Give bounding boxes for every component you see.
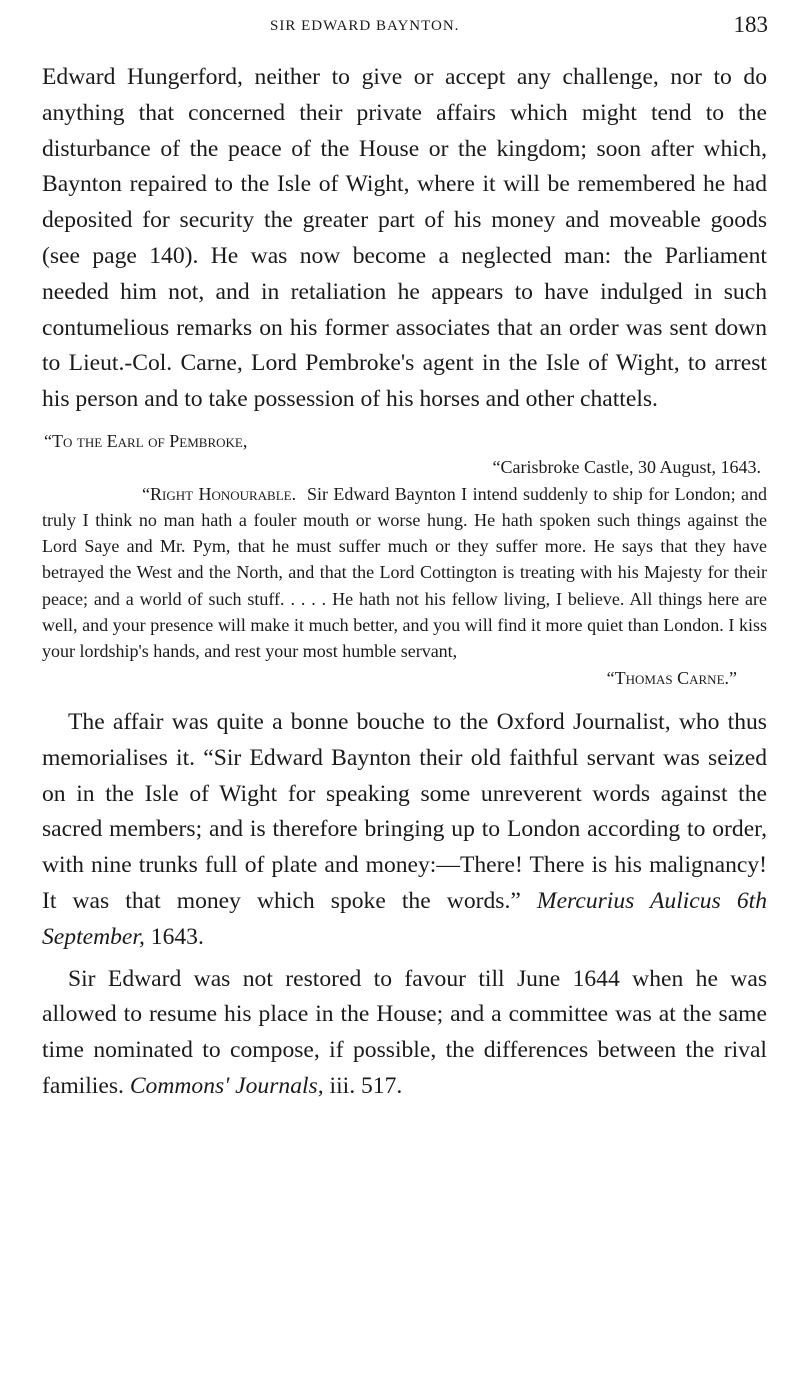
paragraph-3-text: Sir Edward was not restored to favour till June 1644 when he was allowed to resume his place in the House; and a committee was at the same time nominated to compose, if possible, the differences between the rival families. xyxy=(42,965,767,1099)
letter-addressee-text: o the Earl of Pembroke, xyxy=(62,430,248,451)
letter-signature: “Thomas Carne.” xyxy=(606,667,737,688)
letter-text: Sir Edward Baynton I intend suddenly to ship for London; and truly I think no man hath a fouler mouth or worse hung. He hath spoken such things against the Lord Saye and Mr. Pym, that he must suffer much or they suffer more. He says that they have betrayed the West and the North, and that the Lord Cottington is treating with his Majesty for their peace; and a world of such stuff. . . . . He hath not his fellow living, I believe. All things here are well, and your presence will make it much better, and you will find it more quiet than London. I kiss your lordship's hands, and rest your most humble servant, xyxy=(42,483,767,662)
letter-addressee-prefix: “T xyxy=(44,430,63,451)
citation-commons-journals: Commons' Journals, xyxy=(129,1072,324,1099)
citation-mercurius: Mercurius Aulicus 6th September, xyxy=(42,887,767,950)
running-head xyxy=(0,12,800,42)
running-title: SIR EDWARD BAYNTON. xyxy=(270,18,460,34)
page-body xyxy=(42,60,767,1105)
page-number: 183 xyxy=(733,12,768,37)
citation-reference: iii. 517. xyxy=(329,1072,403,1099)
citation-year: 1643. xyxy=(150,923,204,950)
letter-date: “Carisbroke Castle, 30 August, 1643. xyxy=(492,457,761,478)
paragraph-2 xyxy=(42,705,767,956)
paragraph-1: Edward Hungerford, neither to give or accept any challenge, nor to do anything that concerned their private affairs which might tend to the disturbance of the peace of the House or the kingdom; soon after which, Baynton repaired to the Isle of Wight, where it will be remembered he had deposited for security the greater part of his money and moveable goods (see page 140). He was now become a neglected man: the Parliament needed him not, and in retaliation he appears to have indulged in such contumelious remarks on his former associates that an order was sent down to Lieut.-Col. Carne, Lord Pembroke's agent in the Isle of Wight, to arrest his person and to take possession of his horses and other chattels. xyxy=(42,64,767,413)
letter-salutation: “Right Honourable. xyxy=(142,483,297,504)
letter-addressee xyxy=(42,428,767,454)
quoted-letter xyxy=(42,428,767,691)
paragraph-3 xyxy=(42,962,767,1105)
letter-body xyxy=(42,481,767,665)
paragraph-2-text: The affair was quite a bonne bouche to the Oxford Journalist, who thus memorialises it. “Sir Edward Baynton their old faithful servant was seized on in the Isle of Wight for speaking some unreverent words against the sacred members; and is therefore bringing up to London according to order, with nine trunks full of plate and money:—There! There is his malignancy! It was that money which spoke the words.” xyxy=(42,708,767,914)
